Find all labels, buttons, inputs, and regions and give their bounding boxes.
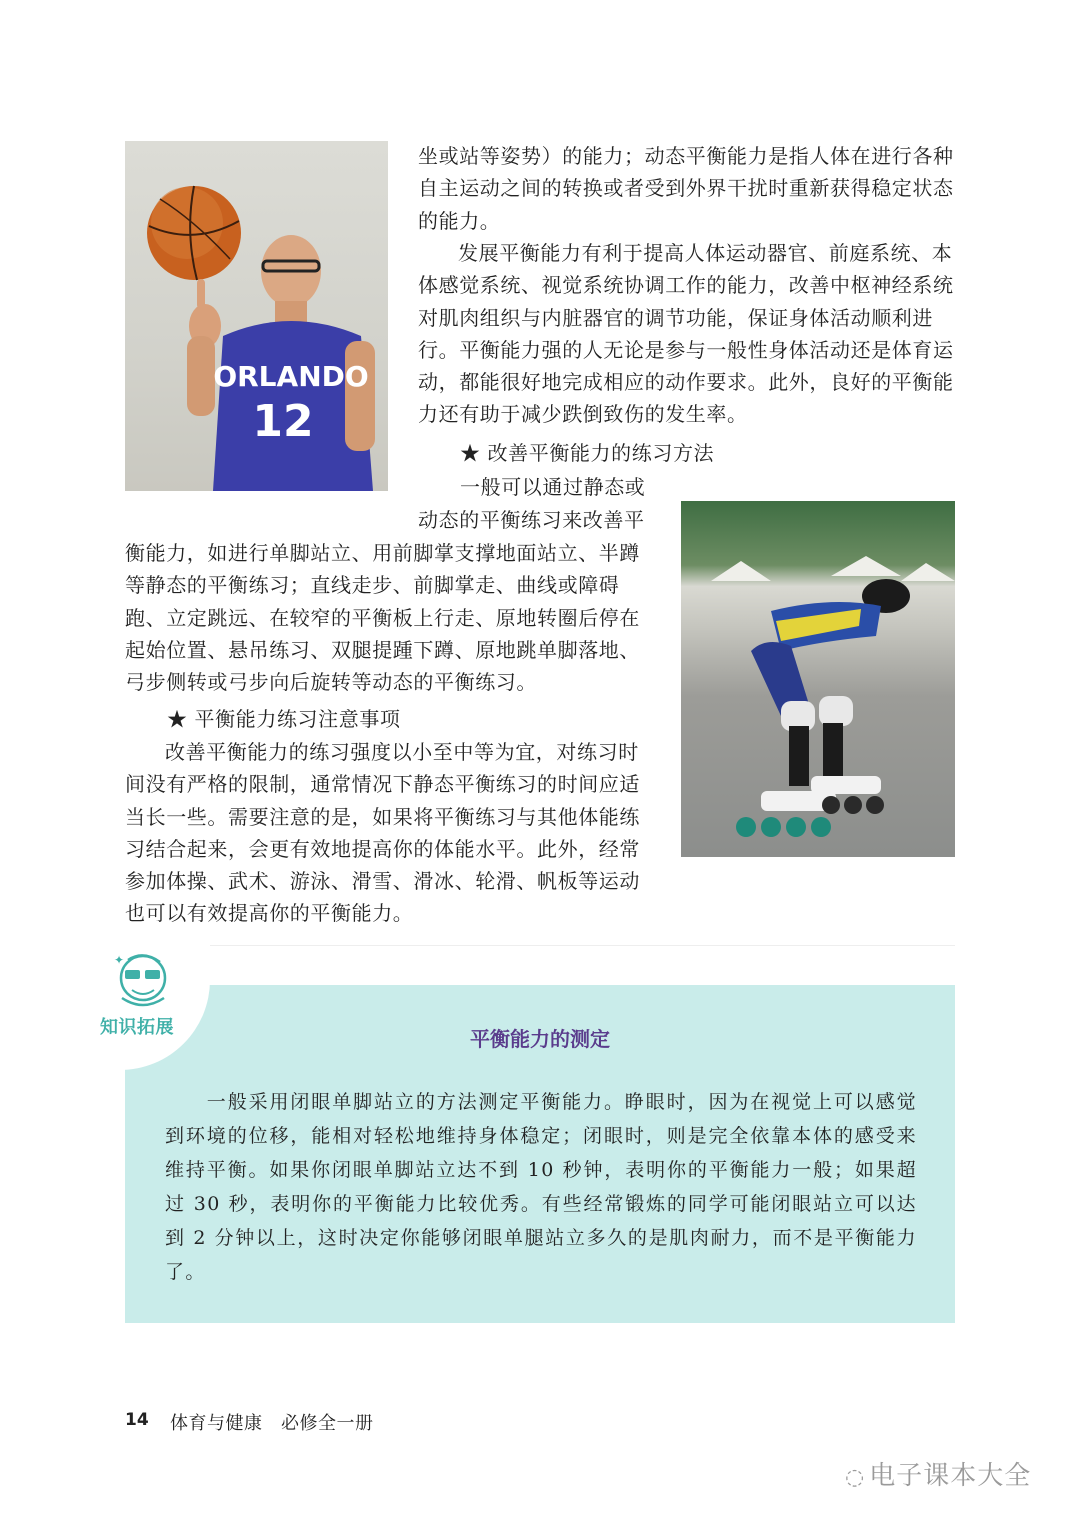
mascot-icon	[108, 950, 188, 1015]
photo-inline-skater	[681, 501, 955, 857]
skater-illustration	[681, 501, 955, 857]
divider	[125, 945, 955, 946]
watermark	[845, 1455, 1031, 1492]
paragraph-4: 改善平衡能力的练习强度以小至中等为宜，对练习时间没有严格的限制，通常情况下静态平衡练习的时间应适当长一些。需要注意的是，如果将平衡练习与其他体能练习结合起来，会更有效地提高你的体能水平。此外，经常参加体操、武术、游泳、滑雪、滑冰、轮滑、帆板等运动也可以有效提高你的平衡能力。	[125, 740, 640, 926]
book-title: 体育与健康 必修全一册	[170, 1413, 374, 1434]
watermark-text: 电子课本大全	[869, 1461, 1032, 1491]
section-heading-notes: ★ 平衡能力练习注意事项	[167, 707, 401, 731]
jersey-number: 12	[252, 396, 314, 447]
knowledge-badge-label: 知识拓展	[100, 1017, 174, 1038]
svg-text:✦: ✦	[114, 953, 125, 967]
paragraph-3-body: 衡能力，如进行单脚站立、用前脚掌支撑地面站立、半蹲等静态的平衡练习；直线走步、前脚掌走、曲线或障碍跑、立定跳远、在较窄的平衡板上行走、原地转圈后停在起始位置、悬吊练习、双腿提踵下蹲、原地跳单脚落地、弓步侧转或弓步向后旋转等动态的平衡练习。	[125, 541, 640, 695]
page-number: 14	[125, 1410, 149, 1430]
paragraph-3-line-2: 动态的平衡练习来改善平	[418, 508, 645, 532]
paragraph-3-line-1: 一般可以通过静态或	[460, 475, 646, 499]
jersey-team: ORLANDO	[213, 360, 369, 393]
basketball-illustration	[125, 141, 388, 491]
section-heading-methods: ★ 改善平衡能力的练习方法	[460, 441, 715, 465]
knowledge-box-body: 一般采用闭眼单脚站立的方法测定平衡能力。睁眼时，因为在视觉上可以感觉到环境的位移，能相对轻松地维持身体稳定；闭眼时，则是完全依靠本体的感受来维持平衡。如果你闭眼单脚站立达不到 10 秒钟，表明你的平衡能力一般；如果超过 30 秒，表明你的平衡能力比较优秀。有些经常锻炼的同学可能闭眼站立可以达到 2 分钟以上，这时决定你能够闭眼单腿站立多久的是肌肉耐力，而不是平衡能力了。	[165, 1091, 917, 1283]
paragraph-2: 发展平衡能力有利于提高人体运动器官、前庭系统、本体感觉系统、视觉系统协调工作的能力，改善中枢神经系统对肌肉组织与内脏器官的调节功能，保证身体活动顺利进行。平衡能力强的人无论是参与一般性身体活动还是体育运动，都能很好地完成相应的动作要求。此外，良好的平衡能力还有助于减少跌倒致伤的发生率。	[418, 241, 954, 427]
paragraph-1: 坐或站等姿势）的能力；动态平衡能力是指人体在进行各种自主运动之间的转换或者受到外界干扰时重新获得稳定状态的能力。	[418, 144, 954, 233]
photo-basketball-player	[125, 141, 388, 491]
wechat-icon: ◌	[845, 1465, 866, 1490]
knowledge-box-title: 平衡能力的测定	[470, 1027, 610, 1051]
